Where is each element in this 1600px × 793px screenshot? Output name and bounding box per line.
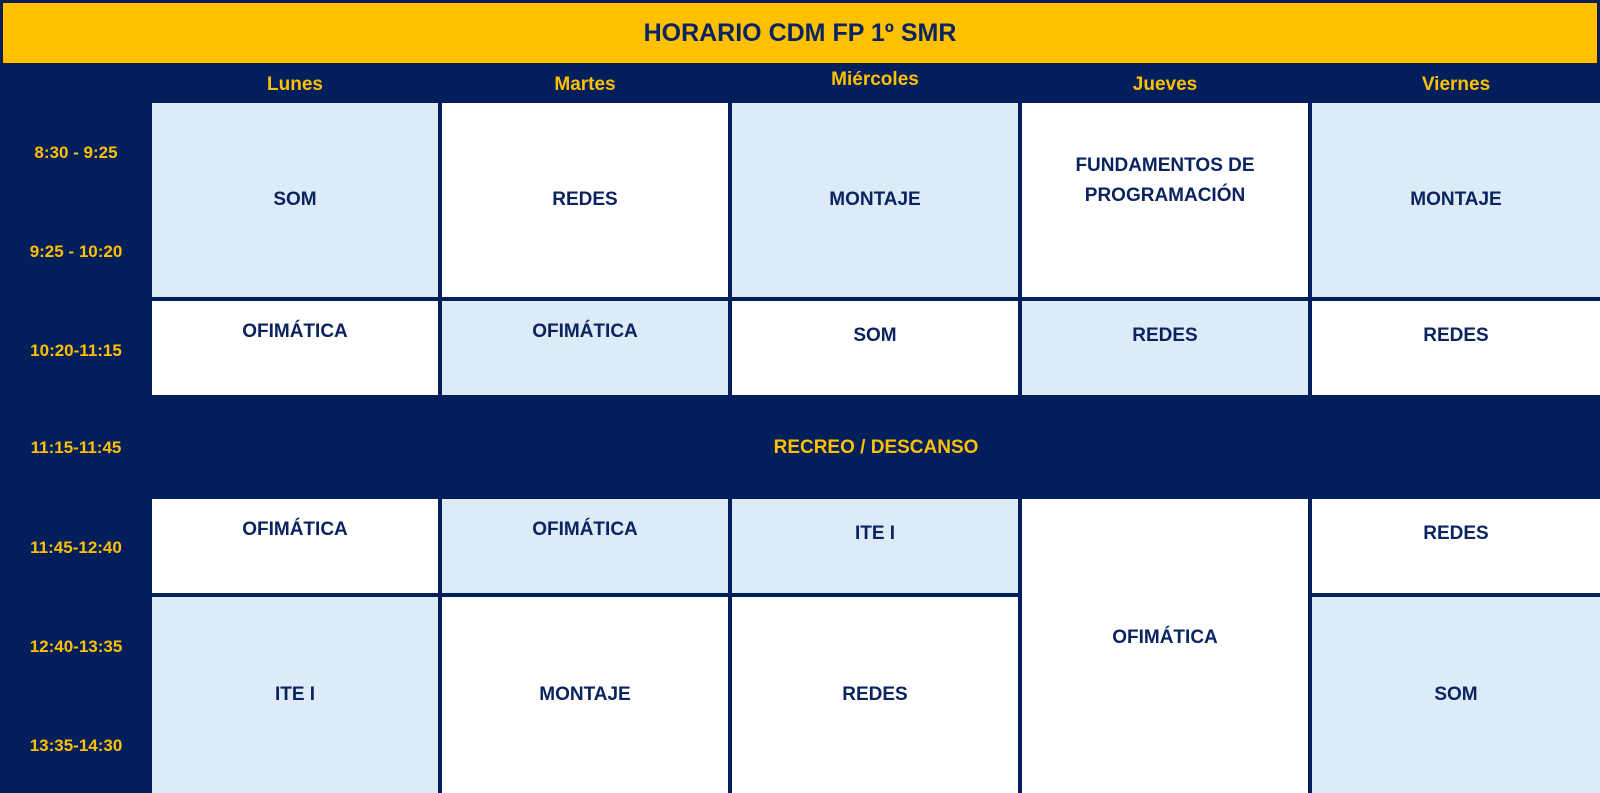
cell-viernes-block1: MONTAJE [1312,103,1600,297]
cell-lunes-block4: ITE I [152,597,438,793]
cell-martes-block3: OFIMÁTICA [442,499,728,593]
time-slot-5: 12:40-13:35 [29,637,123,656]
time-slot-1: 8:30 - 9:25 [34,143,118,162]
day-header-lunes: Lunes [267,74,323,95]
day-header-jueves: Jueves [1132,74,1198,95]
time-slot-break: 11:15-11:45 [30,438,122,457]
cell-jueves-block2: REDES [1022,301,1308,395]
cell-miercoles-block4: REDES [732,597,1018,793]
cell-miercoles-block2: SOM [732,301,1018,395]
cell-viernes-block4: SOM [1312,597,1600,793]
cell-lunes-block2: OFIMÁTICA [152,301,438,395]
cell-miercoles-block3: ITE I [732,499,1018,593]
cell-jueves-block3: OFIMÁTICA [1022,499,1308,793]
time-slot-6: 13:35-14:30 [29,736,123,755]
cell-lunes-block3: OFIMÁTICA [152,499,438,593]
cell-jueves-block1: FUNDAMENTOS DE PROGRAMACIÓN [1022,103,1308,297]
day-header-martes: Martes [554,74,616,95]
time-slot-2: 9:25 - 10:20 [29,242,123,261]
cell-martes-block1: REDES [442,103,728,297]
time-slot-4: 11:45-12:40 [30,538,122,557]
day-header-miercoles: Miércoles [831,69,919,90]
cell-martes-block2: OFIMÁTICA [442,301,728,395]
cell-viernes-block3: REDES [1312,499,1600,593]
page-title: HORARIO CDM FP 1º SMR [2,2,1598,64]
cell-viernes-block2: REDES [1312,301,1600,395]
cell-martes-block4: MONTAJE [442,597,728,793]
time-slot-3: 10:20-11:15 [30,341,122,360]
cell-miercoles-block1: MONTAJE [732,103,1018,297]
break-row: RECREO / DESCANSO [773,437,979,458]
day-header-viernes: Viernes [1421,74,1491,95]
cell-lunes-block1: SOM [152,103,438,297]
